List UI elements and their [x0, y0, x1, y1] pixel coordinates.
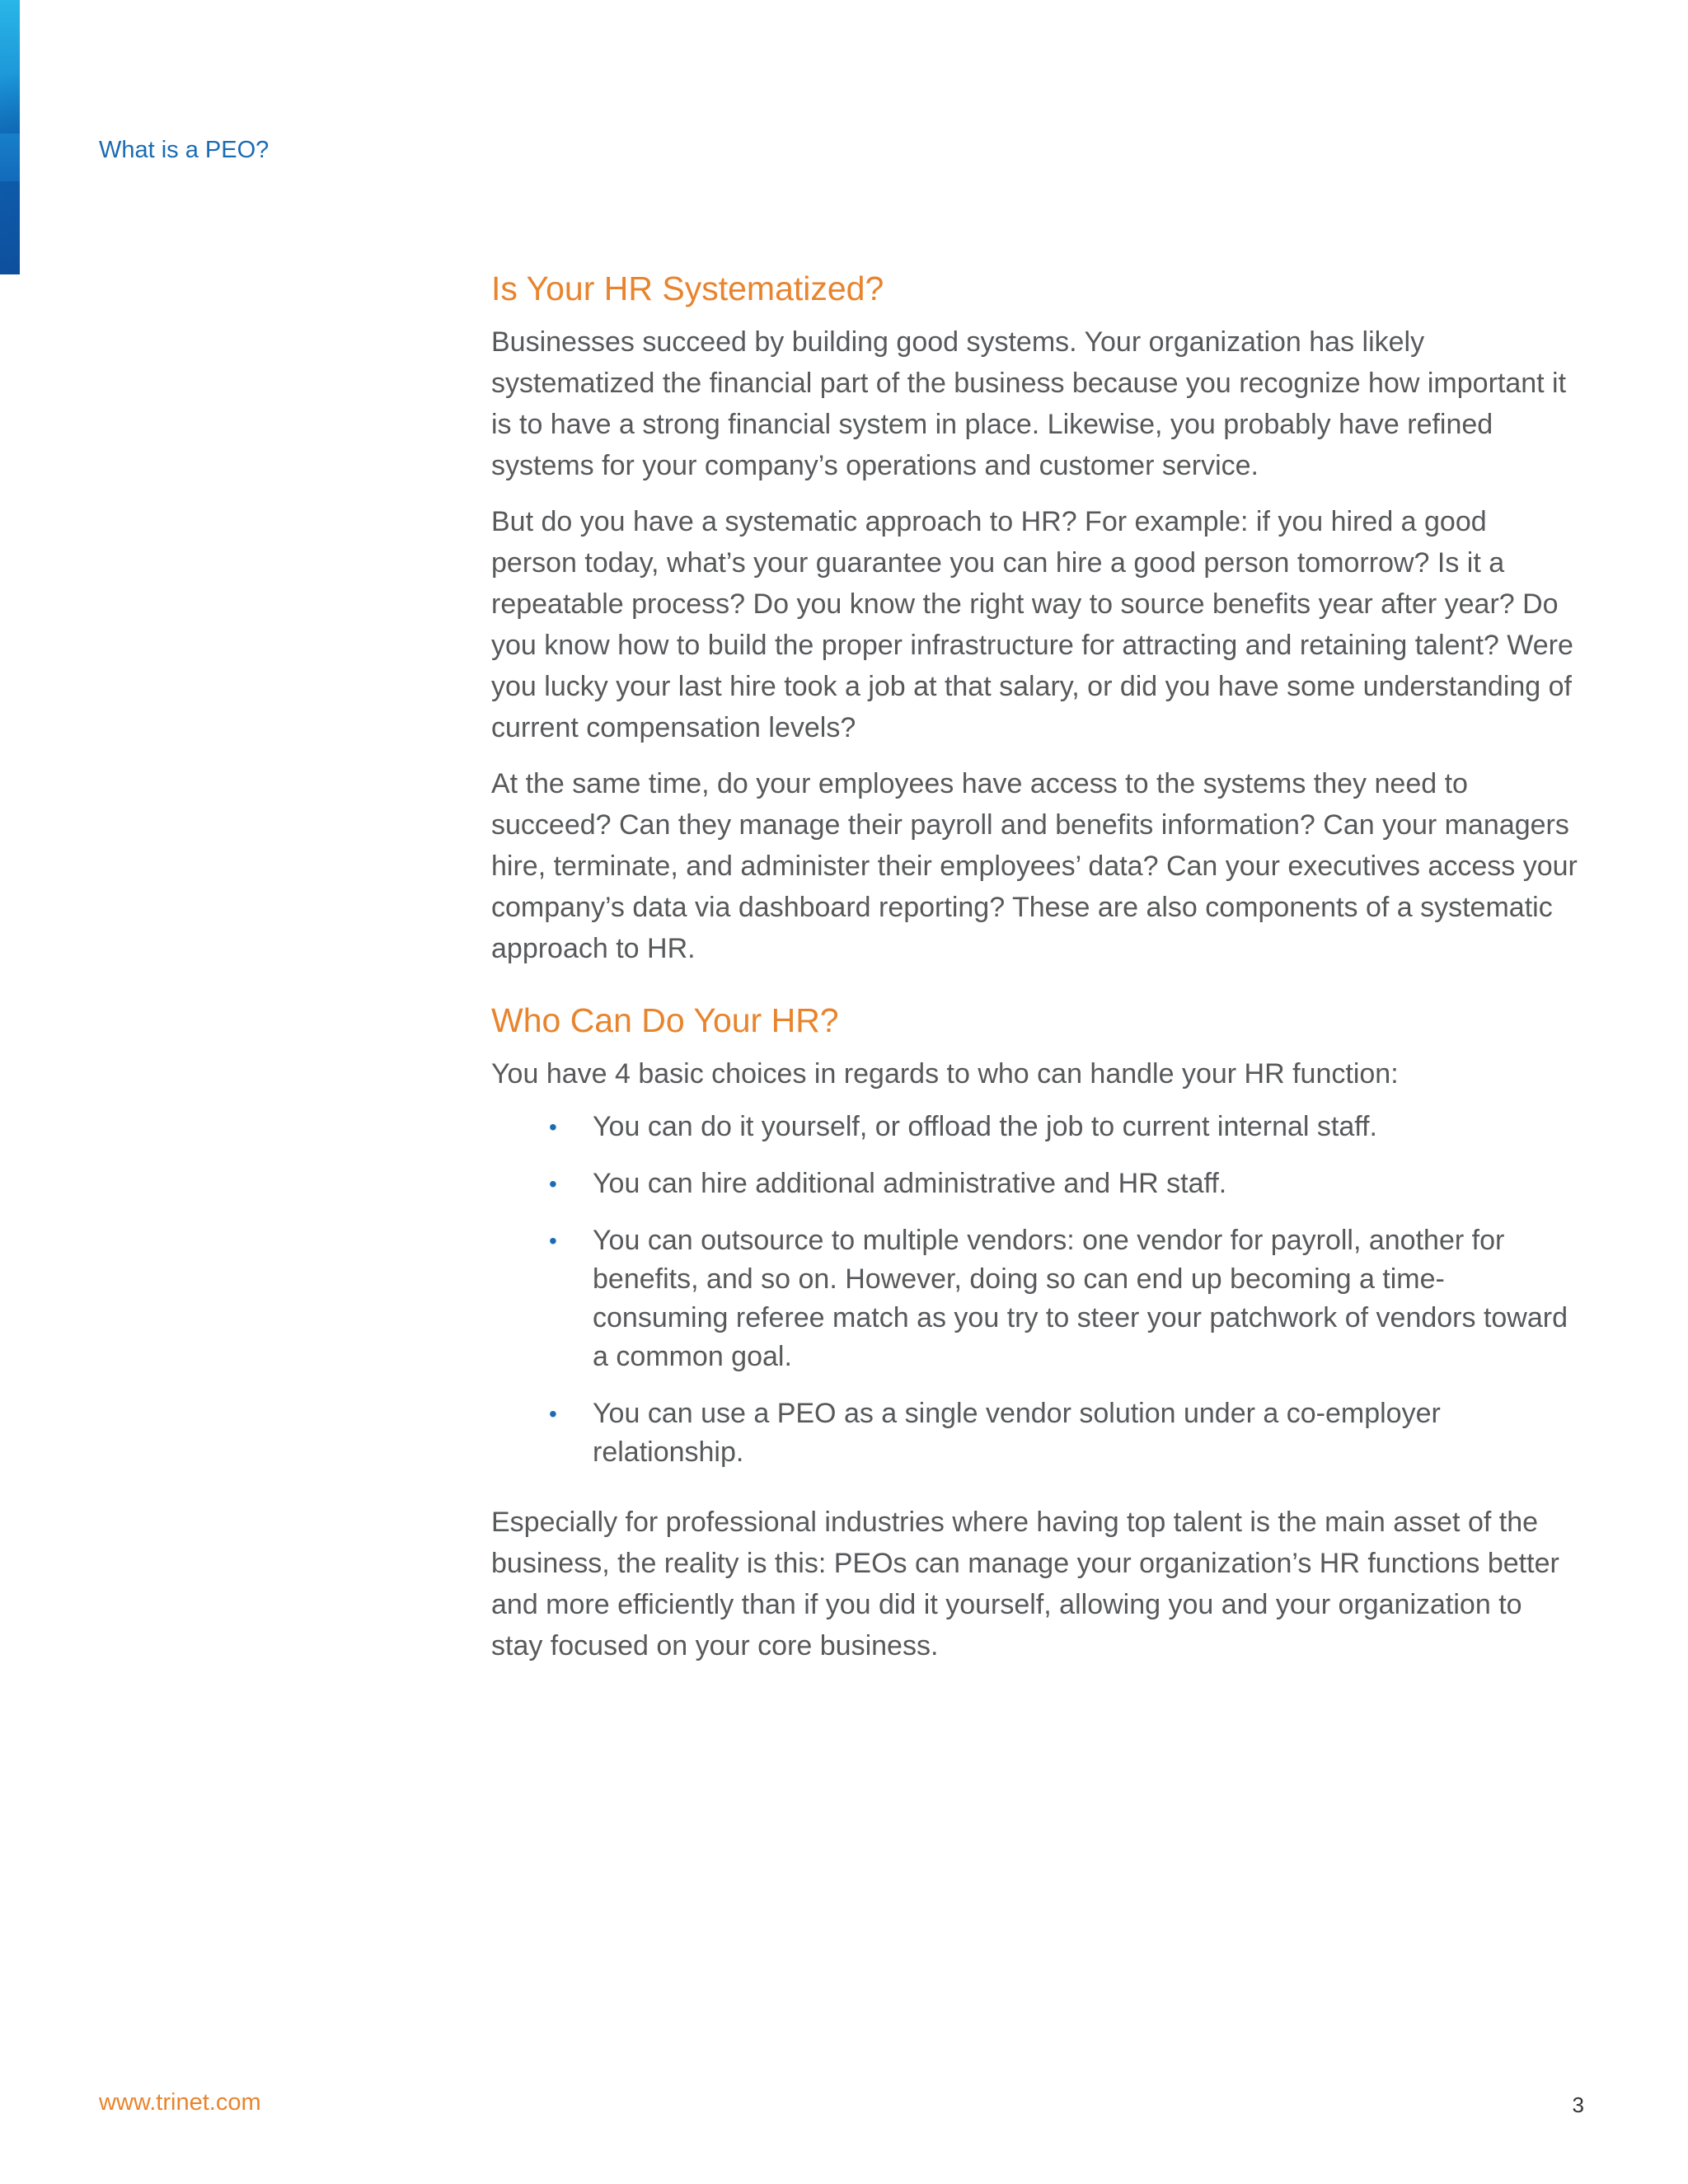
list-item-text: You can do it yourself, or offload the job to current internal staff. [593, 1111, 1377, 1142]
bullet-dot-icon: • [549, 1114, 557, 1140]
accent-bar-facet-lower [0, 181, 20, 274]
accent-bar-facet-upper [0, 76, 20, 134]
body-paragraph: At the same time, do your employees have access to the systems they need to succeed? Can they manage their payroll and benefits information? Can your managers hire, terminate, and administer their employees’ data? Can your executives access your company’s data via dashboard reporting? These are also components of a systematic approach to HR. [491, 768, 1578, 964]
closing-paragraph: Especially for professional industries where having top talent is the main asset of the business, the reality is this: PEOs can manage your organization’s HR functions better and more efficiently than if you did it yourself, allowing you and your organization to stay focused on your core business. [491, 1507, 1559, 1661]
body-paragraph: But do you have a systematic approach to HR? For example: if you hired a good person today, what’s your guarantee you can hire a good person tomorrow? Is it a repeatable process? Do you know the right way to source benefits year after year? Do you know how to build the proper infrastructure for attracting and retaining talent? Were you lucky your last hire took a job at that salary, or did you have some understanding of current compensation levels? [491, 506, 1573, 743]
section-intro-paragraph: You have 4 basic choices in regards to who can handle your HR function: [491, 1058, 1399, 1090]
list-item [549, 1165, 1579, 1203]
list-item-text: You can outsource to multiple vendors: one vendor for payroll, another for benefits, and so on. However, doing so can end up becoming a time-consuming referee match as you try to steer your patchwork of vendors toward a common goal. [593, 1225, 1568, 1372]
main-content [491, 265, 1579, 1681]
section-heading-who-can-do-hr: Who Can Do Your HR? [491, 1001, 839, 1039]
page-number: 3 [1572, 2093, 1584, 2117]
hr-choices-list [491, 1108, 1579, 1472]
bullet-dot-icon: • [549, 1171, 557, 1197]
brand-accent-bar [0, 0, 20, 274]
body-paragraph: Businesses succeed by building good systems. Your organization has likely systematized the financial part of the business because you recognize how important it is to have a strong financial system in place. Likewise, you probably have refined systems for your company’s operations and customer service. [491, 326, 1567, 481]
list-item [549, 1221, 1579, 1376]
bullet-dot-icon: • [549, 1228, 557, 1254]
list-item [549, 1108, 1579, 1146]
footer-website-link[interactable]: www.trinet.com [99, 2089, 261, 2116]
list-item [549, 1394, 1579, 1472]
bullet-dot-icon: • [549, 1401, 557, 1427]
running-header-title: What is a PEO? [99, 137, 270, 163]
list-item-text: You can hire additional administrative and HR staff. [593, 1168, 1227, 1199]
list-item-text: You can use a PEO as a single vendor solution under a co-employer relationship. [593, 1398, 1441, 1468]
section-heading-hr-systematized: Is Your HR Systematized? [491, 269, 884, 307]
